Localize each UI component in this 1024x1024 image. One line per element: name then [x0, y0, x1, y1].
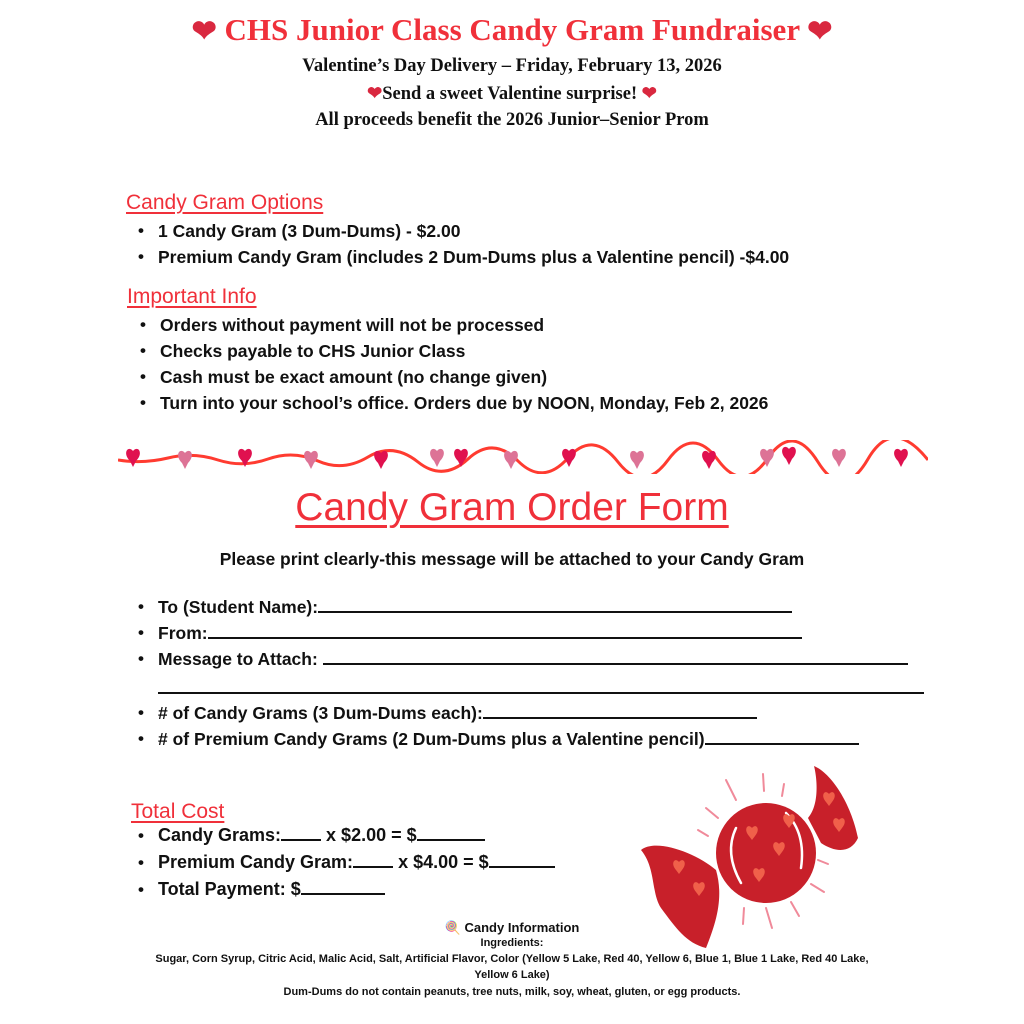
list-item: • Cash must be exact amount (no change given): [136, 364, 768, 390]
title-text: CHS Junior Class Candy Gram Fundraiser: [224, 12, 800, 47]
from-field: [134, 620, 908, 646]
list-item: • Checks payable to CHS Junior Class: [136, 338, 768, 364]
message-input-line-2[interactable]: [158, 674, 924, 694]
list-item: • Orders without payment will not be processed: [136, 312, 768, 338]
candy-subtotal-input[interactable]: [417, 825, 485, 841]
tagline-text: Send a sweet Valentine surprise!: [382, 84, 638, 104]
heart-garland-divider: [118, 440, 928, 474]
total-cost-list: [134, 822, 555, 903]
candy-total-row: [134, 822, 555, 849]
total-payment-label: Total Payment: $: [158, 879, 301, 899]
to-label: To (Student Name):: [158, 597, 319, 617]
heart-icon: ❤: [191, 15, 217, 48]
ingredients-list: Sugar, Corn Syrup, Citric Acid, Malic Acid, Salt, Artificial Flavor, Color (Yellow 5 Lake, Red 40, Yellow 6, Blue 1, Blue 1 Lake, Red 40 Lake,: [155, 953, 869, 965]
candy-count-label: # of Candy Grams (3 Dum-Dums each):: [158, 703, 483, 723]
message-input[interactable]: [323, 649, 908, 665]
options-heading: Candy Gram Options: [126, 191, 324, 214]
order-form-instructions: Please print clearly-this message will be attached to your Candy Gram: [219, 549, 805, 569]
candy-price: x $2.00 = $: [321, 825, 417, 845]
heart-icon: ❤: [807, 15, 833, 48]
page-title: [0, 12, 1024, 49]
premium-total-label: Premium Candy Gram:: [158, 852, 354, 872]
message-field: [134, 646, 908, 672]
heart-icon: ❤: [367, 83, 383, 103]
order-form-title: Candy Gram Order Form: [295, 486, 729, 529]
proceeds-note: All proceeds benefit the 2026 Junior–Senior Prom: [315, 110, 709, 130]
order-count-fields: [134, 700, 859, 752]
premium-qty-input[interactable]: [353, 852, 393, 868]
premium-count-label: # of Premium Candy Grams (2 Dum-Dums plus a Valentine pencil): [158, 729, 705, 749]
order-form-fields: [134, 594, 908, 672]
premium-price: x $4.00 = $: [393, 852, 489, 872]
list-item: • 1 Candy Gram (3 Dum-Dums) - $2.00: [134, 218, 789, 244]
lollipop-icon: 🍭: [444, 920, 461, 935]
heart-icon: ❤: [641, 83, 657, 103]
premium-subtotal-input[interactable]: [489, 852, 555, 868]
candy-count-field: [134, 700, 859, 726]
important-heading: Important Info: [127, 285, 257, 308]
candy-info-title: Candy Information: [464, 920, 580, 935]
candy-qty-input[interactable]: [281, 825, 321, 841]
premium-count-field: [134, 726, 859, 752]
premium-count-input[interactable]: [705, 729, 859, 745]
options-list: [134, 218, 789, 270]
to-field: [134, 594, 908, 620]
from-input[interactable]: [208, 623, 802, 639]
tagline: [0, 83, 1024, 105]
list-item: • Turn into your school’s office. Orders due by NOON, Monday, Feb 2, 2026: [136, 390, 768, 416]
ingredients-list-cont: Yellow 6 Lake): [474, 969, 550, 981]
heart-icon: [126, 447, 908, 469]
ingredients-label: Ingredients:: [480, 937, 544, 949]
premium-total-row: [134, 849, 555, 876]
candy-info-heading: [0, 920, 1024, 936]
allergen-note: Dum-Dums do not contain peanuts, tree nuts, milk, soy, wheat, gluten, or egg products.: [283, 986, 741, 998]
delivery-date: Valentine’s Day Delivery – Friday, February 13, 2026: [302, 56, 722, 76]
to-input[interactable]: [318, 597, 792, 613]
message-label: Message to Attach:: [158, 649, 323, 669]
list-item: • Premium Candy Gram (includes 2 Dum-Dums plus a Valentine pencil) -$4.00: [134, 244, 789, 270]
from-label: From:: [158, 623, 208, 643]
total-cost-heading: Total Cost: [131, 800, 225, 823]
important-list: [136, 312, 768, 416]
total-payment-row: [134, 876, 555, 903]
candy-total-label: Candy Grams:: [158, 825, 282, 845]
candy-count-input[interactable]: [483, 703, 757, 719]
total-payment-input[interactable]: [301, 879, 385, 895]
